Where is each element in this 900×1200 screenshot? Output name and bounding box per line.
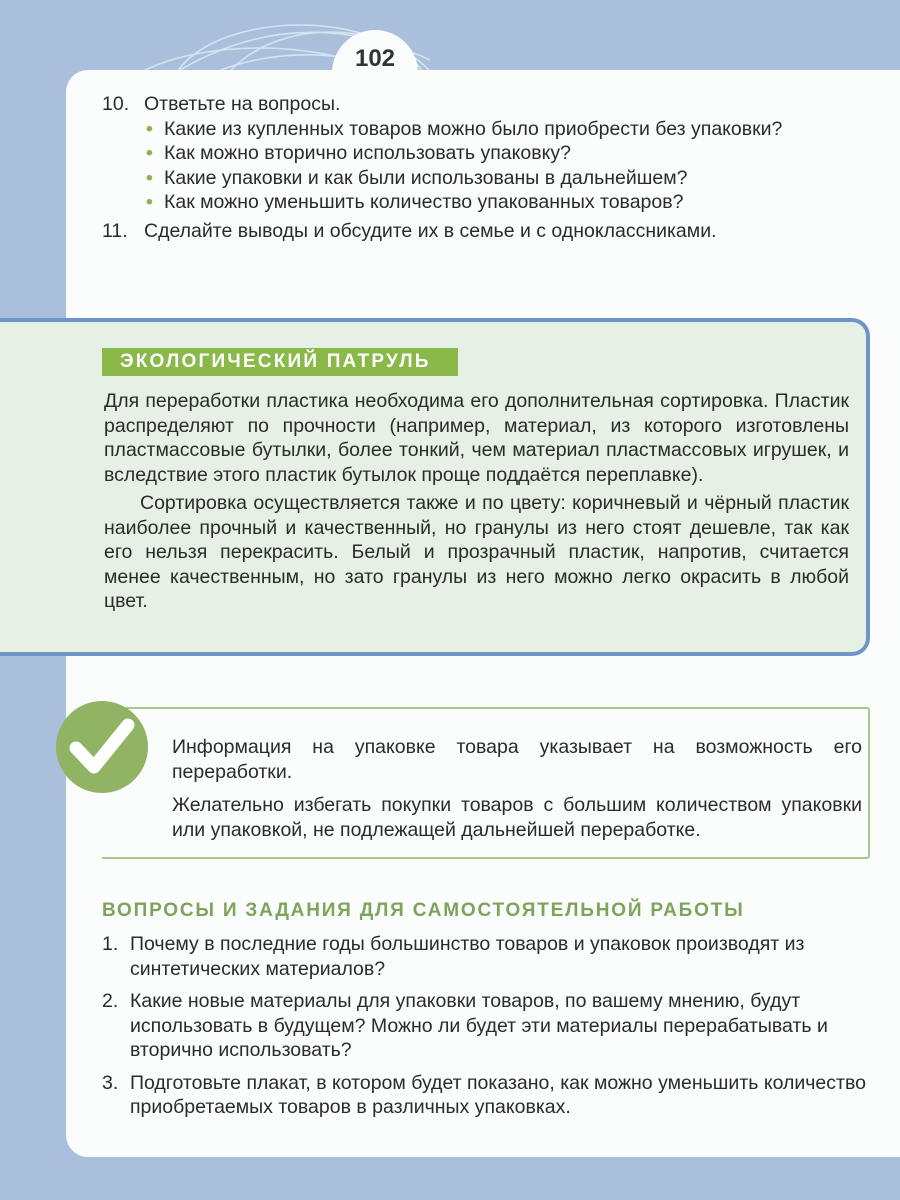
- task-text: Сделайте выводы и обсудите их в семье и с одноклассниками.: [144, 219, 717, 242]
- task-11: [102, 219, 842, 244]
- eco-paragraph: Сортировка осуществляется также и по цвету: коричневый и чёрный пластик наиболее прочный и качественный, но гранулы из него стоят дешевле, так как его нельзя перекрасить. Белый и прозрачный пластик, напротив, считается менее качественным, но зато гранулы из него можно легко окрасить в любой цвет.: [104, 492, 849, 612]
- bullet-icon: •: [146, 166, 153, 189]
- task-text: Ответьте на вопросы.: [144, 93, 341, 115]
- bullet-icon: •: [146, 191, 153, 213]
- eco-paragraph: Для переработки пластика необходима его дополнительная сортировка. Пластик распределяют по прочности (например, материал, из которого изготовлены пластмассовые бутылки, более тонкий, чем материал пластмассовых игрушек, и вследствие этого пластик бутылок проще поддаётся переплавке).: [104, 390, 849, 486]
- question-text: Подготовьте плакат, в котором будет показано, как можно уменьшить количество приобретаемых товаров в различных упаковках.: [130, 1071, 866, 1118]
- bullet-item: • Какие из купленных товаров можно было приобрести без упаковки?: [146, 117, 783, 140]
- question-number: 3.: [102, 1071, 119, 1094]
- question-item: [102, 932, 872, 981]
- question-text: Какие новые материалы для упаковки товаров, по вашему мнению, будут использовать в будущем? Можно ли будет эти материалы перерабатывать и вторично использовать?: [130, 990, 828, 1061]
- question-text: Почему в последние годы большинство товаров и упаковок производят из синтетических материалов?: [130, 933, 805, 980]
- summary-paragraph: Желательно избегать покупки товаров с большим количеством упаковки или упаковкой, не подлежащей дальнейшей переработке.: [172, 794, 862, 841]
- page-number: 102: [332, 30, 418, 88]
- task-number: 11.: [102, 219, 128, 242]
- eco-patrol-heading: ЭКОЛОГИЧЕСКИЙ ПАТРУЛЬ: [102, 348, 458, 376]
- question-item: [102, 1071, 872, 1120]
- bullet-icon: •: [146, 142, 153, 164]
- task-10: [102, 92, 842, 215]
- questions-list: [102, 932, 872, 1128]
- summary-text: [172, 735, 862, 851]
- bullet-list: [144, 117, 842, 215]
- bullet-icon: •: [146, 117, 153, 140]
- bullet-item: • Как можно вторично использовать упаковку?: [146, 142, 571, 164]
- questions-title: ВОПРОСЫ И ЗАДАНИЯ ДЛЯ САМОСТОЯТЕЛЬНОЙ РАБОТЫ: [102, 900, 745, 921]
- eco-patrol-panel: [0, 318, 870, 656]
- checkmark-icon: [56, 701, 148, 793]
- task-list: [102, 92, 842, 247]
- summary-paragraph: Информация на упаковке товара указывает на возможность его переработки.: [172, 736, 862, 783]
- question-number: 2.: [102, 990, 119, 1012]
- bullet-item: • Как можно уменьшить количество упакованных товаров?: [146, 191, 684, 213]
- question-number: 1.: [102, 933, 119, 955]
- task-number: 10.: [102, 93, 130, 115]
- eco-patrol-text: [104, 389, 849, 614]
- bullet-item: • Какие упаковки и как были использованы в дальнейшем?: [146, 166, 688, 189]
- question-item: [102, 989, 872, 1063]
